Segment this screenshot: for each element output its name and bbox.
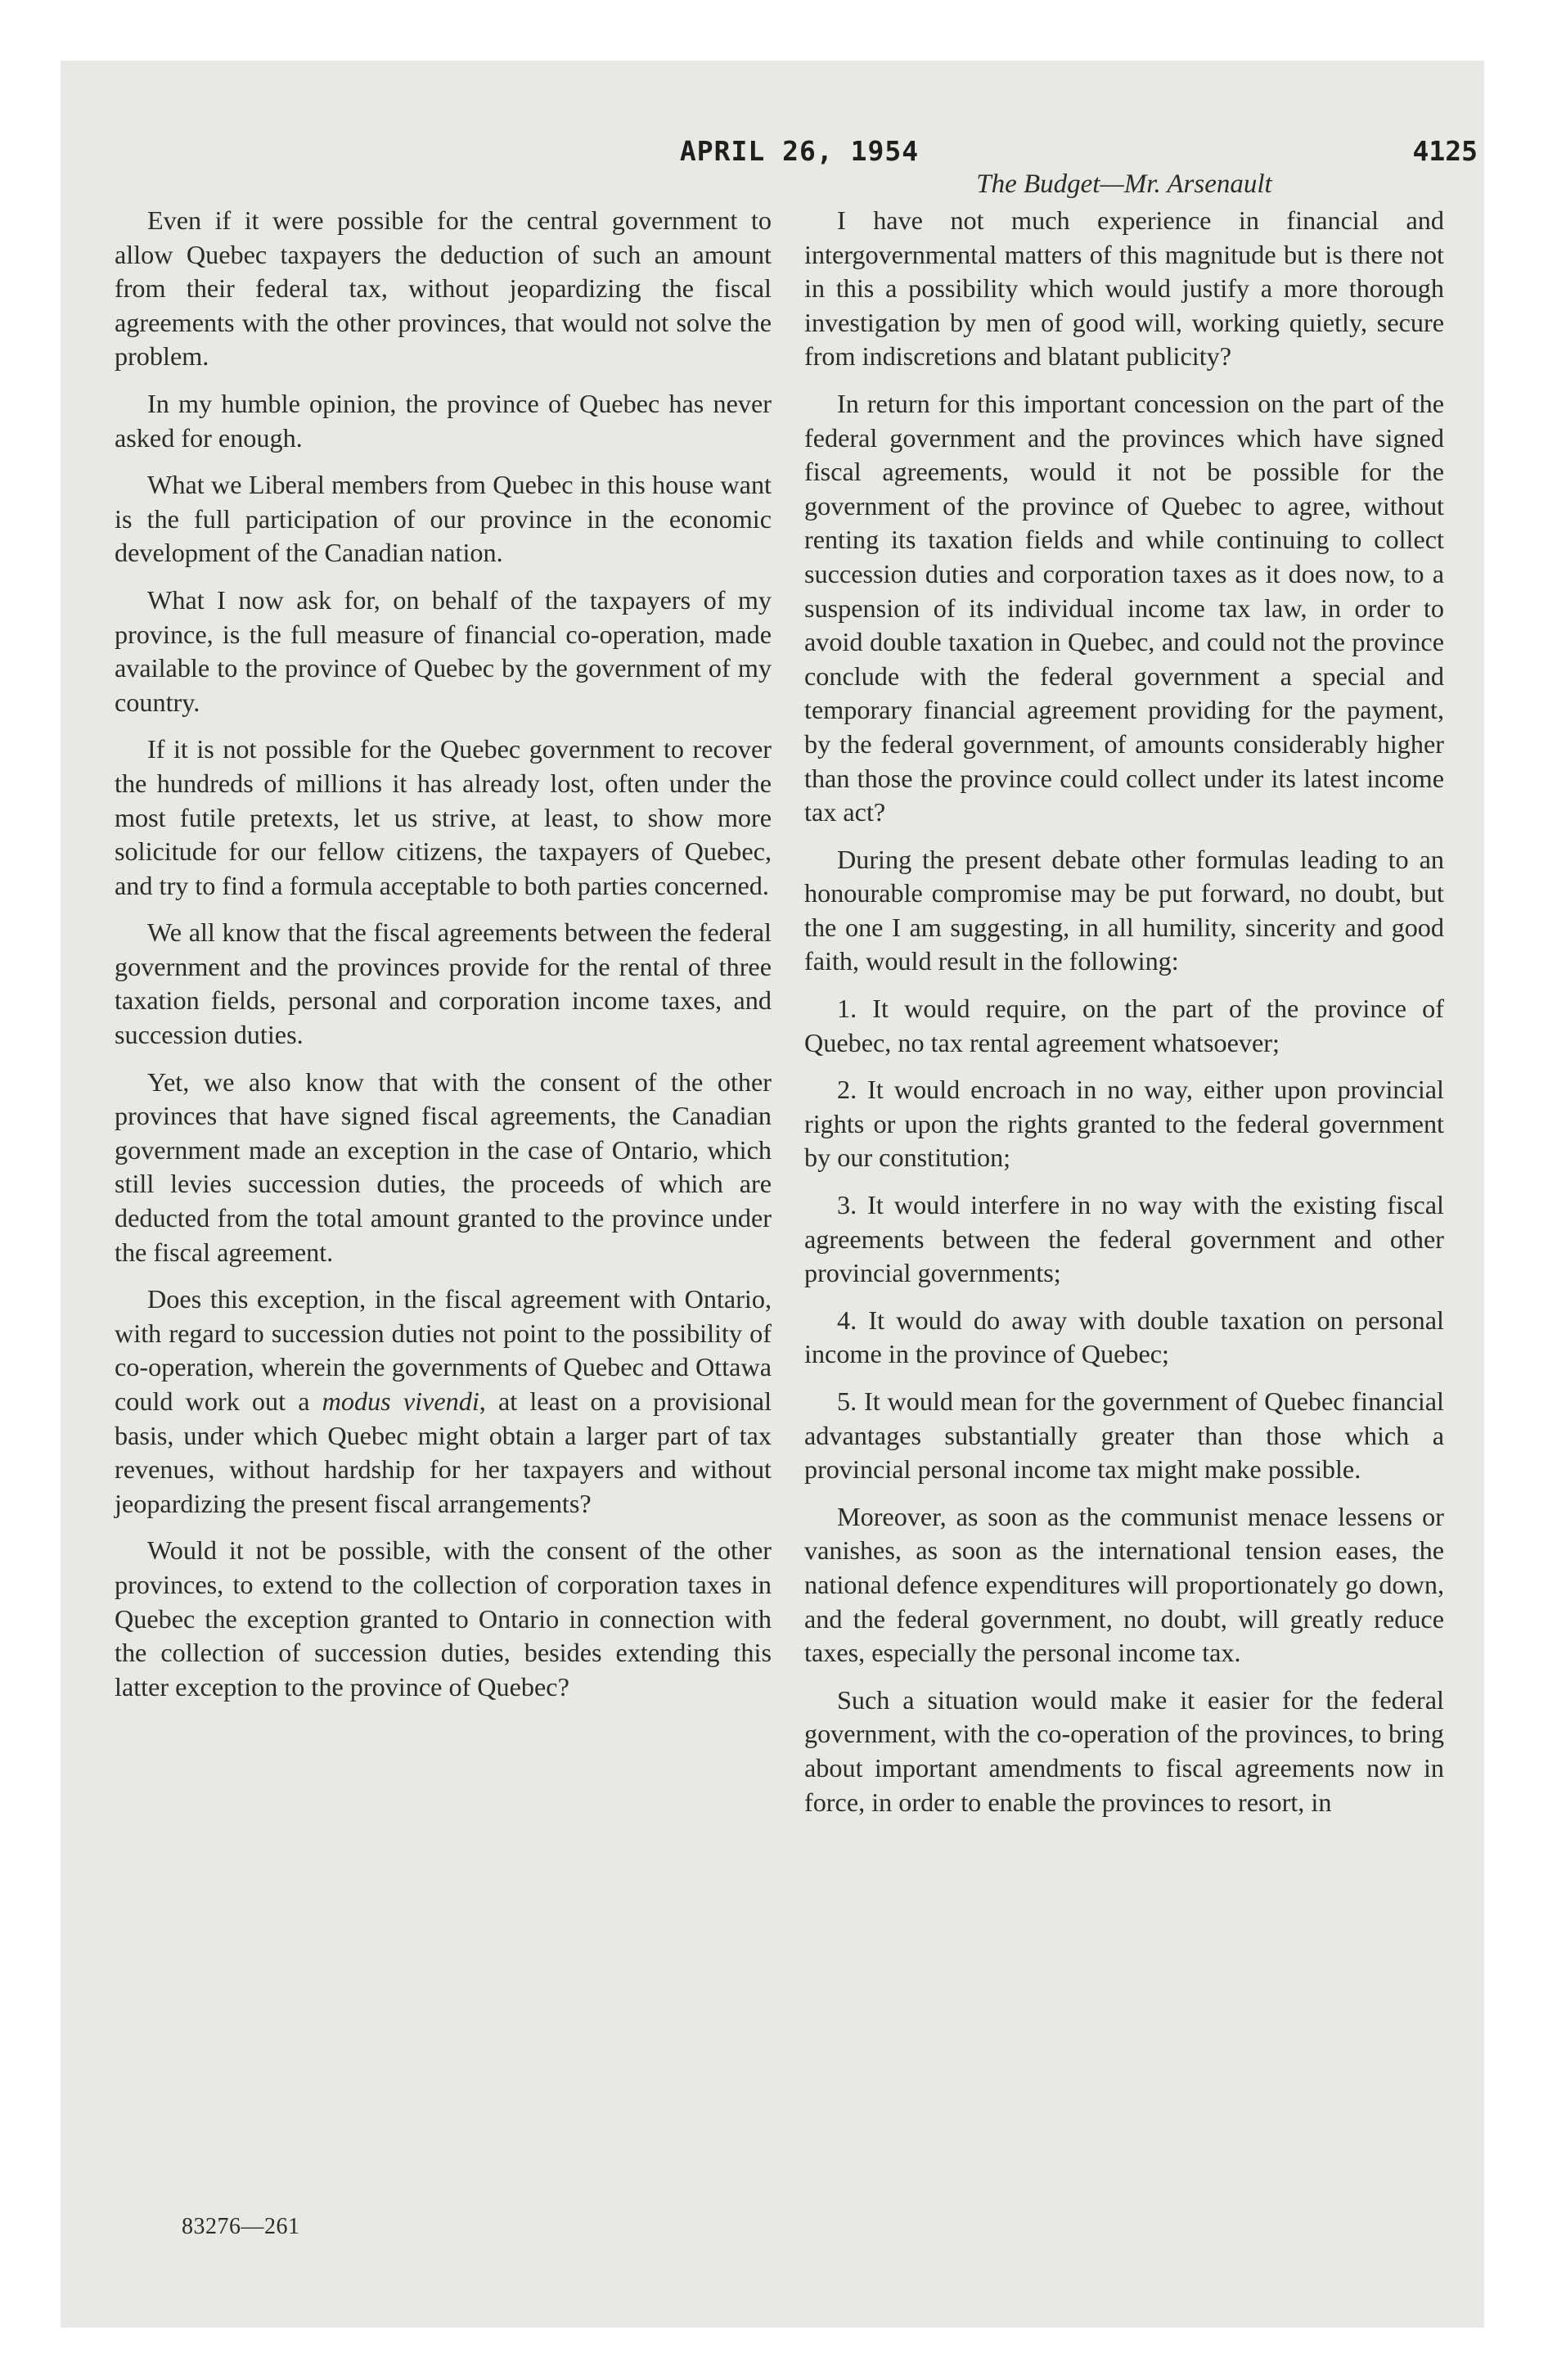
paragraph: We all know that the fiscal agreements between the federal government and the provinces provide for the rental of three taxation fields, personal and corporation income taxes, and succession duties.	[115, 917, 772, 1050]
paragraph: Even if it were possible for the central government to allow Quebec taxpayers the deduction of such an amount from their federal tax, without jeopardizing the fiscal agreements with the other provinces, that would not solve the problem.	[115, 205, 772, 372]
header-date: APRIL 26, 1954	[679, 135, 920, 167]
paragraph: Moreover, as soon as the communist menace lessens or vanishes, as soon as the international tension eases, the national defence expenditures will proportionately go down, and the federal government, no doubt, will greatly reduce taxes, especially the personal income tax.	[804, 1501, 1444, 1668]
paragraph: Does this exception, in the fiscal agreement with Ontario, with regard to succession duties not point to the possibility of co-operation, wherein the governments of Quebec and Ottawa could work out a modus vivendi, at least on a provisional basis, under which Quebec might obtain a larger part of tax revenues, without hardship for her taxpayers and without jeopardizing the present fiscal arrangements?	[115, 1284, 772, 1518]
paragraph: What I now ask for, on behalf of the taxpayers of my province, is the full measure of financial co-operation, made available to the province of Quebec by the government of my country.	[115, 584, 772, 717]
paragraph: Such a situation would make it easier for the federal government, with the co-operation of the provinces, to bring about important amendments to fiscal agreements now in force, in order to enable the provinces to resort, in	[804, 1684, 1444, 1817]
paragraph: I have not much experience in financial and intergovernmental matters of this magnitude but is there not in this a possibility which would justify a more thorough investigation by men of good will, working quietly, secure from indiscretions and blatant publicity?	[804, 205, 1444, 372]
paragraph: Yet, we also know that with the consent of the other provinces that have signed fiscal agreements, the Canadian government made an exception in the case of Ontario, which still levies succession duties, the proceeds of which are deducted from the total amount granted to the province under the fiscal agreement.	[115, 1066, 772, 1267]
page-number: 4125	[1412, 135, 1478, 167]
paragraph: What we Liberal members from Quebec in this house want is the full participation of our province in the economic development of the Canadian nation.	[115, 470, 772, 568]
paragraph: During the present debate other formulas leading to an honourable compromise may be put forward, no doubt, but the one I am suggesting, in all humility, sincerity and good faith, would result in the following:	[804, 844, 1444, 976]
list-item: 2. It would encroach in no way, either upon provincial rights or upon the rights granted to the federal government by our constitution;	[804, 1075, 1444, 1173]
page-header	[115, 135, 1484, 174]
paragraph: In my humble opinion, the province of Quebec has never asked for enough.	[115, 388, 772, 453]
paragraph: If it is not possible for the Quebec government to recover the hundreds of millions it has already lost, often under the most futile pretexts, let us strive, at least, to show more solicitude for our fellow citizens, the taxpayers of Quebec, and try to find a formula acceptable to both parties concerned.	[115, 734, 772, 900]
running-subtitle: The Budget—Mr. Arsenault	[976, 169, 1272, 199]
left-column	[115, 204, 772, 1717]
paragraph: Would it not be possible, with the consent of the other provinces, to extend to the collection of corporation taxes in Quebec the exception granted to Ontario in connection with the collection of succession duties, besides extending this latter exception to the province of Quebec?	[115, 1535, 772, 1702]
paragraph: In return for this important concession on the part of the federal government and the provinces which have signed fiscal agreements, would it not be possible for the government of the province of Quebec to agree, without renting its taxation fields and while continuing to collect succession duties and corporation taxes as it does now, to a suspension of its individual income tax law, in order to avoid double taxation in Quebec, and could not the province conclude with the federal government a special and temporary financial agreement providing for the payment, by the federal government, of amounts considerably higher than those the province could collect under its latest income tax act?	[804, 388, 1444, 827]
right-column	[804, 204, 1444, 1832]
footnote-code: 83276—261	[182, 2214, 300, 2239]
list-item: 3. It would interfere in no way with the existing fiscal agreements between the federal government and other provincial governments;	[804, 1190, 1444, 1288]
list-item: 1. It would require, on the part of the province of Quebec, no tax rental agreement whatsoever;	[804, 994, 1444, 1057]
list-item: 4. It would do away with double taxation on personal income in the province of Quebec;	[804, 1305, 1444, 1369]
list-item: 5. It would mean for the government of Quebec financial advantages substantially greater than those which a provincial personal income tax might make possible.	[804, 1386, 1444, 1485]
